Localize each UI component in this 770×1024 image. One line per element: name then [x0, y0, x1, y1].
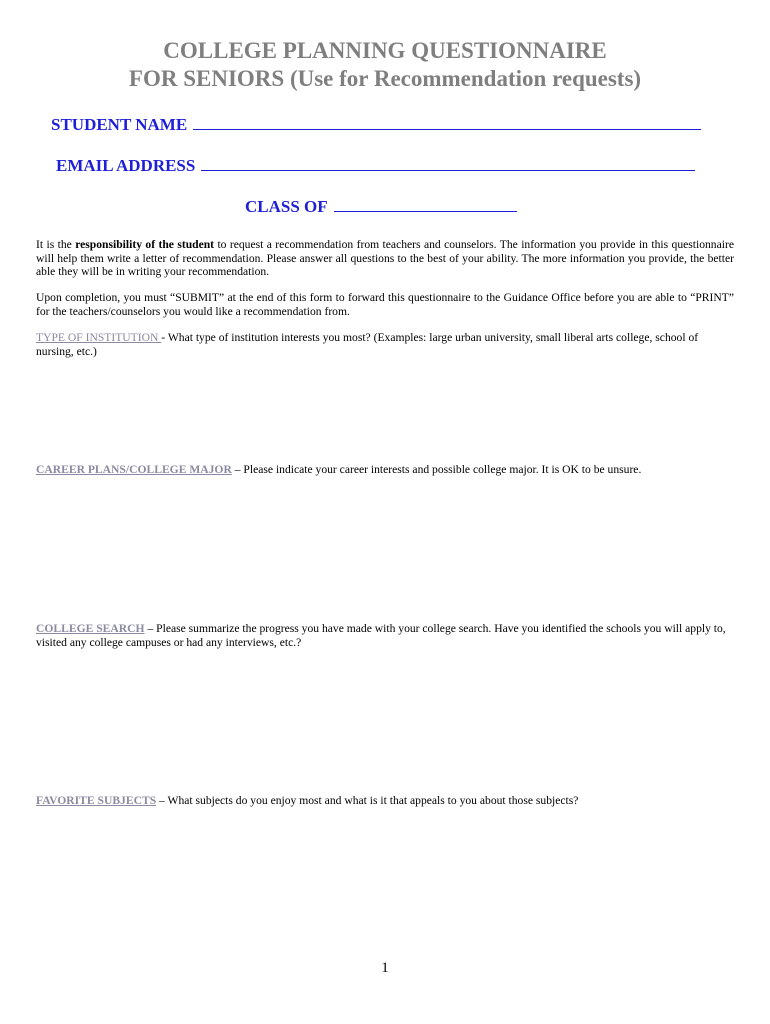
question-heading-type: TYPE OF INSTITUTION	[36, 331, 162, 344]
question-heading-search: COLLEGE SEARCH	[36, 622, 145, 635]
question-type-of-institution	[36, 331, 734, 359]
email-address-blank[interactable]	[201, 156, 695, 171]
page-number: 1	[381, 960, 389, 976]
question-text-search: – Please summarize the progress you have made with your college search. Have you identified the schools you will apply to, visited any college campuses or had any interviews, etc.?	[36, 622, 726, 649]
class-of-blank[interactable]	[334, 197, 517, 212]
question-text-type: - What type of institution interests you most? (Examples: large urban university, small liberal arts college, school of nursing, etc.)	[36, 331, 699, 358]
intro-paragraph	[36, 238, 734, 279]
question-favorite-subjects	[36, 794, 734, 808]
question-career-plans	[36, 463, 734, 477]
class-of-label: CLASS OF	[245, 197, 328, 216]
student-name-label: STUDENT NAME	[51, 115, 188, 134]
form-title-line-1: COLLEGE PLANNING QUESTIONNAIRE	[163, 38, 607, 63]
question-text-career: – Please indicate your career interests and possible college major. It is OK to be unsure.	[231, 463, 642, 476]
email-address-field[interactable]	[56, 156, 695, 176]
question-heading-subjects: FAVORITE SUBJECTS	[36, 794, 157, 807]
intro-lead: It is the	[36, 238, 76, 251]
student-name-blank[interactable]	[193, 115, 701, 130]
email-address-label: EMAIL ADDRESS	[56, 156, 196, 175]
form-title-line-2: FOR SENIORS (Use for Recommendation requests)	[128, 66, 642, 91]
submit-note: Upon completion, you must “SUBMIT” at the end of this form to forward this questionnaire to the Guidance Office before you are able to “PRINT” for the teachers/counselors you would like a recommendation from.	[36, 291, 734, 318]
class-of-field[interactable]	[245, 197, 517, 217]
student-name-field[interactable]	[51, 115, 701, 135]
intro-rest: to request a recommendation from teachers and counselors. The information you provide in this questionnaire will help them write a letter of recommendation. Please answer all questions to the best of your ability. The more information you provide, the better able they will be in writing your recommendation.	[36, 238, 734, 278]
question-text-subjects: – What subjects do you enjoy most and what is it that appeals to you about those subjects?	[156, 794, 579, 807]
question-college-search	[36, 622, 734, 650]
question-heading-career: CAREER PLANS/COLLEGE MAJOR	[36, 463, 232, 476]
intro-bold: responsibility of the student	[75, 238, 215, 251]
